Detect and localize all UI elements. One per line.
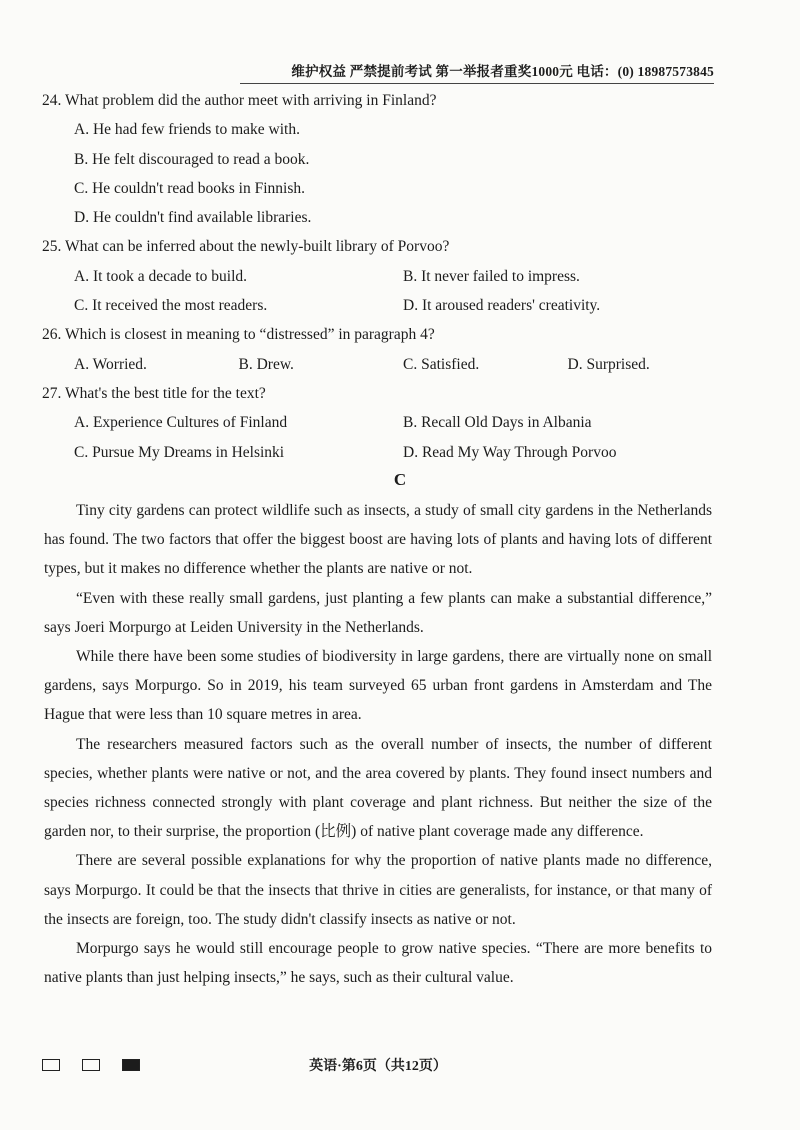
- option-a: A. Worried.: [74, 355, 147, 373]
- passage-paragraph: “Even with these really small gardens, just planting a few plants can make a substantial difference,” says Joeri Morpurgo at Leiden University in the Netherlands.: [44, 589, 712, 636]
- question-25: [42, 232, 732, 261]
- option-c: C. Pursue My Dreams in Helsinki: [74, 443, 285, 461]
- option-d: D. Read My Way Through Porvoo: [403, 443, 617, 461]
- option-c: C. It received the most readers.: [74, 297, 268, 315]
- page-footer: [42, 1055, 714, 1077]
- option-c: C. Satisfied.: [403, 355, 480, 373]
- question-number: 24.: [42, 92, 62, 109]
- reading-passage: [44, 496, 712, 992]
- question-26: [42, 320, 732, 349]
- option-row: [42, 291, 732, 320]
- option-a: A. He had few friends to make with.: [74, 121, 300, 139]
- question-stem: What problem did the author meet with arriving in Finland?: [64, 92, 437, 109]
- option-d: D. It aroused readers' creativity.: [403, 297, 601, 315]
- question-stem: What can be inferred about the newly-built library of Porvoo?: [64, 238, 450, 256]
- page-number: 英语·第6页（共12页）: [309, 1059, 447, 1074]
- option-row: [42, 203, 732, 232]
- option-row: [42, 408, 732, 437]
- option-b: B. He felt discouraged to read a book.: [74, 150, 310, 168]
- option-a: A. Experience Cultures of Finland: [74, 414, 288, 432]
- option-row: [42, 350, 732, 379]
- question-number: 25.: [42, 238, 62, 256]
- option-a: A. It took a decade to build.: [74, 267, 248, 285]
- passage-paragraph: While there have been some studies of biodiversity in large gardens, there are virtually none on small gardens, says Morpurgo. So in 2019, his team surveyed 65 urban front gardens in Amsterdam and The Hague that were less than 10 square metres in area.: [44, 648, 712, 724]
- section-title: C: [393, 470, 407, 489]
- option-row: [42, 115, 732, 144]
- question-27: [42, 379, 732, 408]
- option-row: [42, 262, 732, 291]
- option-b: B. It never failed to impress.: [403, 267, 580, 285]
- passage-paragraph: The researchers measured factors such as the overall number of insects, the number of different species, whether plants were native or not, and the area covered by plants. They found insect numbers and species richness connected strongly with plant coverage and plant richness. But neither the size of the garden nor, to their surprise, the proportion (比例) of native plant coverage made any difference.: [44, 735, 712, 841]
- passage-paragraph: Tiny city gardens can protect wildlife such as insects, a study of small city gardens in the Netherlands has found. The two factors that offer the biggest boost are having lots of plants and having lots of different types, but it makes no difference whether the plants are native or not.: [44, 502, 712, 578]
- question-24: [42, 86, 732, 115]
- option-row: [42, 174, 732, 203]
- option-row: [42, 145, 732, 174]
- option-d: D. He couldn't find available libraries.: [74, 209, 312, 227]
- exam-notice-header: 维护权益 严禁提前考试 第一举报者重奖1000元 电话：(0) 18987573845: [280, 60, 714, 80]
- question-number: 27.: [42, 384, 62, 402]
- passage-paragraph: Morpurgo says he would still encourage people to grow native species. “There are more benefits to native plants than just helping insects,” he says, such as their cultural value.: [44, 940, 712, 987]
- option-b: B. Drew.: [238, 355, 294, 373]
- question-list: [42, 86, 732, 467]
- question-stem: Which is closest in meaning to “distressed” in paragraph 4?: [64, 326, 435, 344]
- question-number: 26.: [42, 326, 62, 344]
- option-row: [42, 438, 732, 467]
- option-b: B. Recall Old Days in Albania: [403, 414, 592, 432]
- option-c: C. He couldn't read books in Finnish.: [74, 179, 305, 197]
- option-d: D. Surprised.: [567, 355, 650, 373]
- passage-paragraph: There are several possible explanations for why the proportion of native plants made no difference, says Morpurgo. It could be that the insects that thrive in cities are generalists, for instance, or that many of the insects are foreign, too. The study didn't classify insects as native or not.: [44, 852, 712, 928]
- question-stem: What's the best title for the text?: [64, 384, 266, 402]
